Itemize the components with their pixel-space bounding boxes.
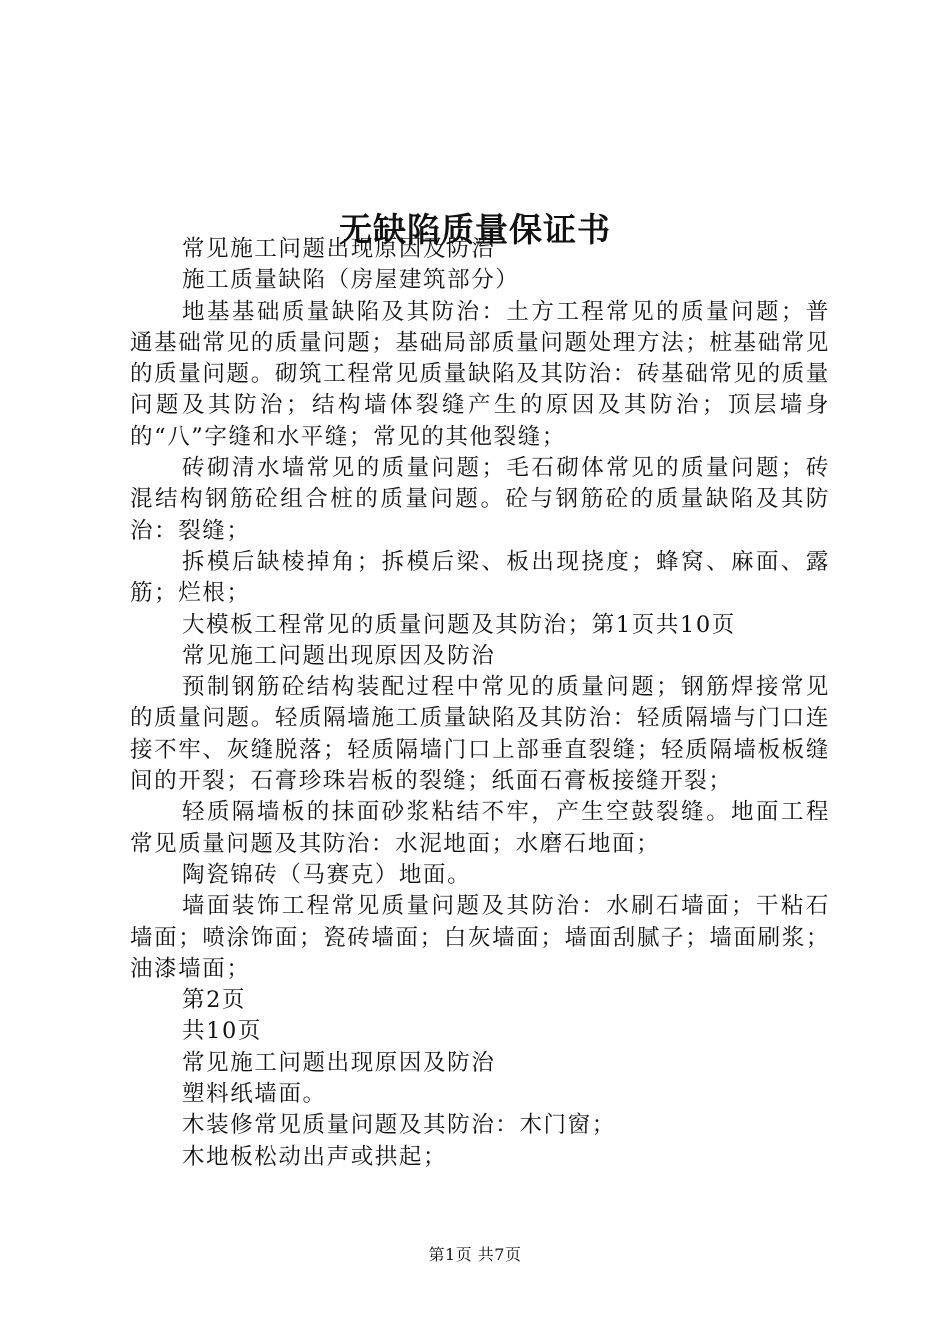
paragraph: 地基基础质量缺陷及其防治：土方工程常见的质量问题；普通基础常见的质量问题；基础局部质量问题处理方法；桩基础常见的质量问题。砌筑工程常见质量缺陷及其防治：砖基础常见的质量问题及其防治；结构墙体裂缝产生的原因及其防治；顶层墙身的“八”字缝和水平缝；常见的其他裂缝；	[130, 298, 830, 450]
page-footer: 第1页 共7页	[428, 1245, 522, 1264]
paragraph: 常见施工问题出现原因及防治	[182, 1049, 496, 1076]
paragraph: 陶瓷锦砖（马赛克）地面。	[182, 861, 472, 888]
paragraph: 预制钢筋砼结构装配过程中常见的质量问题；钢筋焊接常见的质量问题。轻质隔墙施工质量缺陷及其防治：轻质隔墙与门口连接不牢、灰缝脱落；轻质隔墙门口上部垂直裂缝；轻质隔墙板板缝间的开裂；石膏珍珠岩板的裂缝；纸面石膏板接缝开裂；	[130, 674, 830, 795]
paragraph: 大模板工程常见的质量问题及其防治；第1页共10页	[182, 611, 736, 638]
paragraph: 砖砌清水墙常见的质量问题；毛石砌体常见的质量问题；砖混结构钢筋砼组合桩的质量问题。砼与钢筋砼的质量缺陷及其防治：裂缝；	[130, 455, 830, 544]
document-title: 无缺陷质量保证书	[339, 210, 611, 250]
paragraph: 常见施工问题出现原因及防治	[182, 642, 496, 669]
paragraph: 第2页	[182, 987, 247, 1014]
paragraph: 墙面装饰工程常见质量问题及其防治：水刷石墙面；干粘石墙面；喷涂饰面；瓷砖墙面；白灰墙面；墙面刮腻子；墙面刷浆；油漆墙面；	[130, 893, 830, 982]
paragraph: 木装修常见质量问题及其防治：木门窗；	[182, 1112, 616, 1139]
paragraph: 常见施工问题出现原因及防治	[182, 236, 496, 262]
document-body	[130, 234, 830, 1173]
paragraph: 共10页	[182, 1018, 263, 1045]
paragraph: 轻质隔墙板的抹面砂浆粘结不牢，产生空鼓裂缝。地面工程常见质量问题及其防治：水泥地面；水磨石地面；	[130, 799, 830, 857]
paragraph: 塑料纸墙面。	[182, 1081, 327, 1108]
paragraph: 拆模后缺棱掉角；拆模后梁、板出现挠度；蜂窝、麻面、露筋；烂根；	[130, 548, 830, 607]
paragraph: 施工质量缺陷（房屋建筑部分）	[182, 267, 520, 294]
paragraph: 木地板松动出声或拱起；	[182, 1143, 448, 1170]
